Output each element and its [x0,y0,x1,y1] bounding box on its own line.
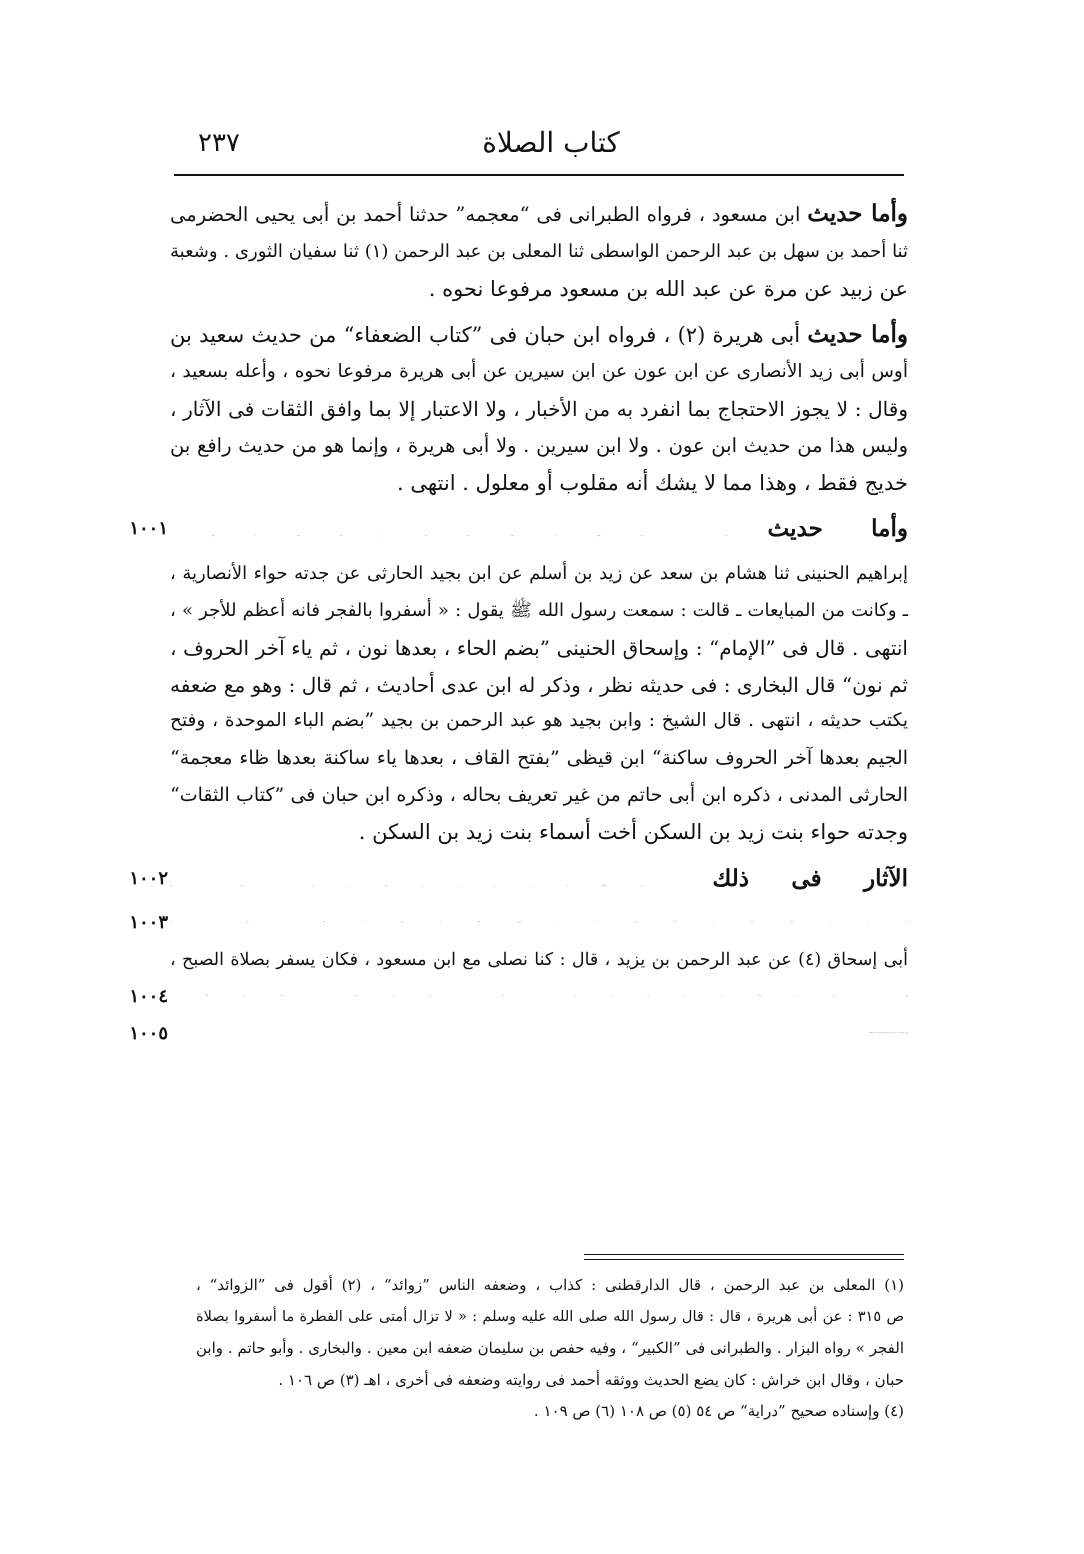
section-lead: وأما حديث [807,321,909,349]
section-lead: وأما حديث [767,515,908,543]
section-lead: وأما حديث [807,200,909,227]
line-text: الجيم بعدها آخر الحروف ساكنة“ ابن قيظى ”بفتح القاف ، بعدها ياء ساكنة بعدها ظاء معجمة“ [170,747,908,770]
line-text: حواء ، فرواه الطبرانى فى “معجمه” حدثنا أحمد بن محمد الجحى ثنا إسحاق بن [170,536,768,538]
footnote-rule [584,1254,904,1255]
text-line [170,465,908,502]
line-text: أبى إسحاق (٤) عن عبد الرحمن بن يزيد ، قال : كنا نصلى مع ابن مسعود ، فكان يسفر بصلاة الصبح ، [170,950,908,971]
line-text: ابن مسعود ، فرواه الطبرانى فى “معجمه” حدثنا أحمد بن أبى يحيى الحضرمى [170,203,808,226]
footnote-line: (٤) وإسناده صحيح ”دراية“ ص ٥٤ (٥) ص ١٠٨ (٦) ص ١٠٩ . [533,1402,904,1420]
line-text: خديج فقط ، وهذا مما لا يشك أنه مقلوب أو معلول . انتهى . [396,470,908,495]
margin-number: ١٠٠٤ [129,985,168,1007]
line-text: على بن أبى طالب يصلى بنا الفجر ونحن نترا آى الشمس مخافة أن تكون قد طلعت ، انتهى . وعن [170,922,908,924]
line-text: عن زبيد عن مرة عن عبد الله بن مسعود مرفوعا نحوه . [428,276,908,301]
text-line [170,391,908,428]
text-line [170,740,908,777]
footnotes [196,1270,904,1428]
margin-number: ١٠٠٢ [129,867,168,889]
paragraph [129,511,908,850]
line-text: ـ وكانت من المبايعات ـ قالت : سمعت رسول الله ﷺ يقول : « أسفروا بالفجر فانه أعظم للأجر » ، [170,599,908,621]
line-text: وجدته حواء بنت زيد بن السكن أخت أسماء بنت زيد بن السكن . [358,819,908,844]
line-text: أوس أبى زيد الأنصارى عن ابن عون عن ابن سيرين عن أبى هريرة مرفوعا نحوه ، وأعله بسعيد ، [170,361,908,383]
footnote-line: (١) المعلى بن عبد الرحمن ، قال الدارقطنى : كذاب ، وضعفه الناس ”زوائد“ ، (٢) أقول فى ”الزوائد“ ، [196,1276,904,1294]
line-text: الحارثى المدنى ، ذكره ابن أبى حاتم من غير تعريف بحاله ، وذكره ابن حبان فى ”كتاب الثقات“ [170,783,908,806]
text-line [129,511,908,556]
text-line [170,234,908,271]
text-line [170,667,908,704]
footnote-rule-double [584,1259,904,1260]
text-line [129,1016,908,1053]
footnote-line: حبان ، وقال ابن خراش : كان يضع الحديث ووثقه أحمد فى روايته وضعفه فى أخرى ، اهـ (٣) ص ١٠٦ . [278,1370,904,1389]
paragraph [170,196,908,307]
margin-number: ١٠٠٥ [129,1022,168,1044]
line-text: أبى هريرة (٢) ، فرواه ابن حبان فى ”كتاب الضعفاء“ من حديث سعيد بن [170,323,808,348]
header-rule [174,174,904,176]
line-text: إبراهيم الحنينى ثنا هشام بن سعد عن زيد بن أسلم عن ابن بجيد الحارثى عن جدته حواء الأنصارية ، [170,563,908,585]
text-line [129,979,908,1016]
text-line [170,630,908,667]
text-line [170,271,908,308]
text-line [170,593,908,630]
text-line [170,777,908,814]
paragraph [129,861,908,1053]
text-line [170,942,908,979]
margin-number: ١٠٠٣ [129,912,168,934]
footnote-line: ص ٣١٥ : عن أبى هريرة ، قال : قال رسول الله صلى الله عليه وسلم : « لا تزال أمتى على الفطرة ما أسفروا بصلاة [196,1308,904,1325]
text-line [170,317,908,354]
paragraph [170,317,908,501]
line-text: وقال : لا يجوز الاحتجاج بما انفرد به من الأخبار ، ولا الاعتبار إلا بما وافق الثقات فى الآثار ، [170,396,908,421]
text-line [170,354,908,391]
page-header [198,118,904,168]
page-number: ٢٣٧ [198,128,240,158]
footnote-line: الفجر » رواه البزار . والطبرانى فى ”الكبير“ ، وفيه حفص بن سليمان ضعفه ابن معين . والبخارى . وأبو حاتم . وابن [196,1339,904,1357]
line-text: ثم نون“ قال البخارى : فى حديثه نظر ، وذكر له ابن عدى أحاديث ، ثم قال : وهو مع ضعفه [170,672,908,697]
line-text: انتهى . وعن القعنبى (٦) عن عيسى بن يونس عن الأعمش عن إبراهيم ، قال : ما اجتمع أصحاب [869,1032,908,1034]
line-text: وليس هذا من حديث ابن عون . ولا ابن سيرين . ولا أبى هريرة ، وإنما هو من حديث رافع بن [170,433,908,457]
text-line [170,556,908,593]
running-title: كتاب الصلاة [482,126,620,159]
line-text: انتهى . وعن أبى الزاهرية (٥) عن جبير بن نفير ، قال : قال أبو الدرداء : أسفروا بهذه الصلاة ، [170,995,908,997]
text-line [170,814,908,851]
text-line [170,428,908,465]
line-text: يكتب حديثه ، انتهى . قال الشيخ : وابن بجيد هو عبد الرحمن بن بجيد ”بضم الباء الموحدة ، وفتح [170,710,908,732]
line-text: ، أخرج الطحاوى (٣) عن داود بن يزيد الأودى عن أبيه ، قال : كان [170,885,713,887]
line-text: انتهى . قال فى ”الإمام“ : وإسحاق الحنينى ”بضم الحاء ، بعدها نون ، ثم ياء آخر الحروف ، [170,635,908,660]
section-lead: الآثار فى ذلك [712,864,908,892]
margin-number: ١٠٠١ [129,518,168,540]
text-line [170,703,908,740]
text-line [170,196,908,234]
main-text [129,196,909,1063]
text-line [129,905,908,942]
line-text: ثنا أحمد بن سهل بن عبد الرحمن الواسطى ثنا المعلى بن عبد الرحمن (١) ثنا سفيان الثورى . وشعبة [170,240,908,262]
text-line [129,861,908,906]
